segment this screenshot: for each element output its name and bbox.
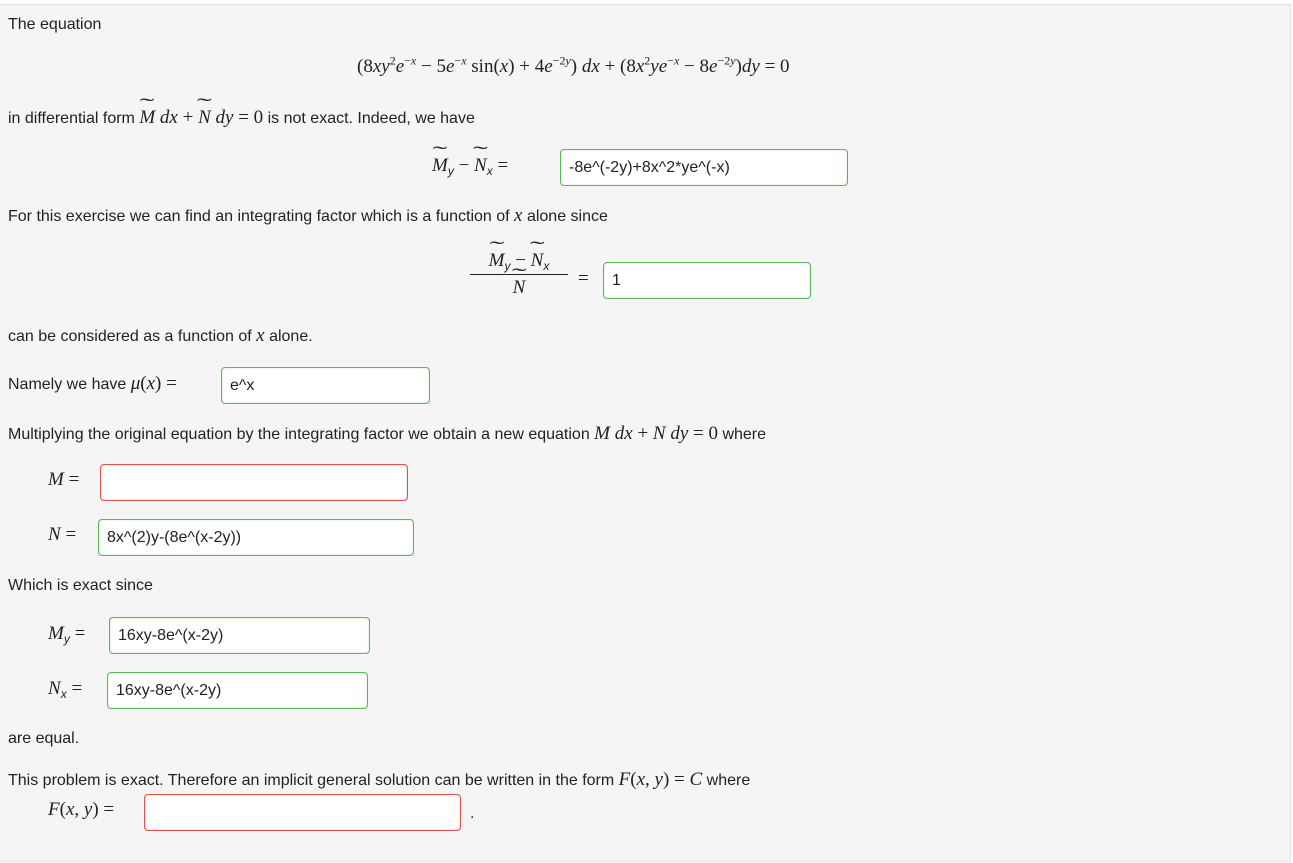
ratio-fraction: ˜ $M_y$ − ˜ $N_x$ ˜ N [470, 250, 568, 299]
implicit-solution-line: This problem is exact. Therefore an implicit general solution can be written in the form F(x, y) = C where [8, 769, 751, 790]
f-input[interactable] [144, 794, 461, 831]
m-label: M = [48, 469, 80, 490]
are-equal-label: are equal. [8, 730, 80, 747]
intro-label: The equation [8, 16, 102, 33]
function-of-x-line: can be considered as a function of x alone. [8, 325, 313, 346]
mu-line: Namely we have μ(x) = [8, 373, 177, 394]
n-label: N = [48, 524, 77, 545]
ratio-equals: = [578, 268, 589, 289]
given-equation: ($8xy^2e^{-x} - 5e^{-x}$ $\sin(x) + 4e^{-2y}$) dx + $(8x^2ye^{-x} - 8e^{-2y})dy = 0$ [357, 53, 790, 77]
my-label: $M_y$ = [48, 623, 86, 647]
n-input[interactable]: 8x^(2)y-(8e^(x-2y)) [98, 519, 414, 556]
nx-label: $N_x$ = [48, 678, 83, 702]
exact-since-label: Which is exact since [8, 577, 153, 594]
my-minus-nx-label: ˜ $M_y$ − ˜ $N_x$ = [432, 155, 508, 177]
my-input[interactable]: 16xy-8e^(x-2y) [109, 617, 370, 654]
ratio-input[interactable]: 1 [603, 262, 811, 299]
nx-input[interactable]: 16xy-8e^(x-2y) [107, 672, 368, 709]
my-minus-nx-input[interactable]: -8e^(-2y)+8x^2*ye^(-x) [560, 149, 848, 186]
m-input[interactable] [100, 464, 408, 501]
multiplying-line: Multiplying the original equation by the integrating factor we obtain a new equation M dx + N dy = 0 where [8, 423, 767, 444]
integrating-factor-line: For this exercise we can find an integrating factor which is a function of x alone since [8, 205, 608, 226]
f-label: F(x, y) = [48, 799, 115, 820]
period-mark: . [470, 805, 475, 822]
mu-input[interactable]: e^x [221, 367, 430, 404]
differential-form-line: in differential form ˜ M dx + ˜ N dy = 0 is not exact. Indeed, we have [8, 108, 475, 129]
